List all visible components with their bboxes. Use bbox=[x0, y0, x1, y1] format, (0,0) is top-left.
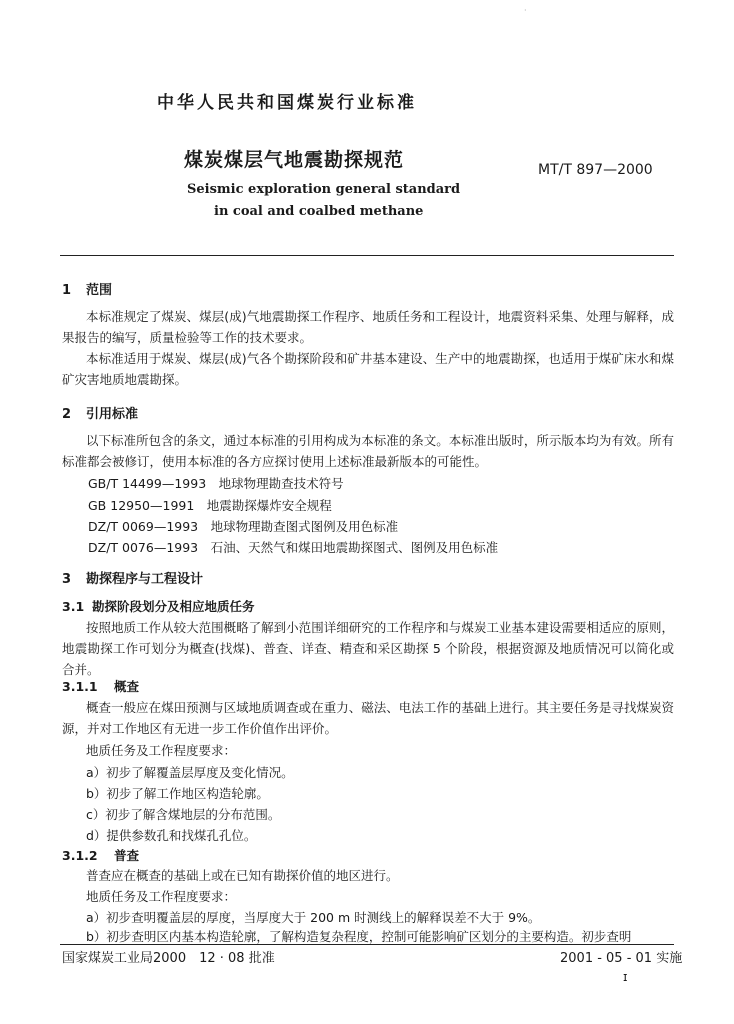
speck-mark: · bbox=[524, 6, 527, 15]
section-1-heading bbox=[62, 279, 112, 298]
standard-number: MT/T 897—2000 bbox=[538, 162, 653, 178]
section-title: 范围 bbox=[86, 283, 113, 298]
section-2-paragraph: 以下标准所包含的条文，通过本标准的引用构成为本标准的条文。本标准出版时，所示版本均为有效。所有标准都会被修订，使用本标准的各方应探讨使用上述标准最新版本的可能性。 bbox=[62, 433, 674, 469]
reference-item: DZ/T 0069—1993 地球物理勘查图式图例及用色标准 bbox=[88, 519, 399, 534]
reference-item: DZ/T 0076—1993 石油、天然气和煤田地震勘探图式、图例及用色标准 bbox=[88, 540, 499, 555]
subsection-number: 3.1.2 bbox=[62, 848, 98, 863]
speck-mark: ɪ bbox=[623, 970, 628, 984]
list-item: b）初步查明区内基本构造轮廓，了解构造复杂程度，控制可能影响矿区划分的主要构造。初步查明 bbox=[86, 929, 632, 944]
header-divider bbox=[60, 255, 674, 256]
list-item: a）初步了解覆盖层厚度及变化情况。 bbox=[86, 765, 294, 780]
subsection-title: 概查 bbox=[114, 679, 140, 694]
subsection-3-1-2-heading bbox=[62, 846, 139, 864]
section-1-paragraph-2: 本标准适用于煤炭、煤层(成)气各个勘探阶段和矿井基本建设、生产中的地震勘探，也适用于煤矿床水和煤矿灾害地质地震勘探。 bbox=[62, 351, 674, 387]
standard-title-en-line1: Seismic exploration general standard bbox=[187, 182, 461, 197]
subsection-3-1-1-heading bbox=[62, 677, 139, 695]
footer-divider bbox=[60, 944, 674, 945]
approval-date: 国家煤炭工业局2000 12 · 08 批准 bbox=[62, 951, 275, 966]
section-3-heading bbox=[62, 568, 203, 587]
section-2-heading bbox=[62, 403, 138, 422]
subsection-3-1-paragraph: 按照地质工作从较大范围概略了解到小范围详细研究的工作程序和与煤炭工业基本建设需要相适应的原则，地震勘探工作可划分为概查(找煤)、普查、详查、精查和采区勘探 5 个阶段，根据资源及地质情况可以简化或合并。 bbox=[62, 620, 674, 677]
issuing-authority: 中华人民共和国煤炭行业标准 bbox=[157, 93, 417, 113]
requirement-label: 地质任务及工作程度要求： bbox=[86, 743, 237, 758]
subsection-number: 3.1 bbox=[62, 599, 85, 614]
section-1-paragraph-1: 本标准规定了煤炭、煤层(成)气地震勘探工作程序、地质任务和工程设计，地震资料采集、处理与解释，成果报告的编写，质量检验等工作的技术要求。 bbox=[62, 309, 674, 345]
list-item: d）提供参数孔和找煤孔孔位。 bbox=[86, 828, 257, 843]
implementation-date: 2001 - 05 - 01 实施 bbox=[560, 951, 683, 966]
subsection-3-1-heading bbox=[62, 597, 255, 615]
list-item: b）初步了解工作地区构造轮廓。 bbox=[86, 786, 269, 801]
subsection-number: 3.1.1 bbox=[62, 679, 98, 694]
subsection-3-1-1-paragraph: 概查一般应在煤田预测与区域地质调查或在重力、磁法、电法工作的基础上进行。其主要任务是寻找煤炭资源，并对工作地区有无进一步工作价值作出评价。 bbox=[62, 700, 674, 736]
subsection-3-1-2-paragraph: 普查应在概查的基础上或在已知有勘探价值的地区进行。 bbox=[86, 868, 399, 883]
requirement-label: 地质任务及工作程度要求： bbox=[86, 889, 237, 904]
section-title: 引用标准 bbox=[86, 407, 139, 422]
section-number: 3 bbox=[62, 572, 72, 587]
standard-title-en-line2: in coal and coalbed methane bbox=[214, 204, 424, 219]
section-title: 勘探程序与工程设计 bbox=[86, 572, 204, 587]
section-number: 1 bbox=[62, 283, 72, 298]
list-item: c）初步了解含煤地层的分布范围。 bbox=[86, 807, 281, 822]
section-number: 2 bbox=[62, 407, 72, 422]
standard-title-cn: 煤炭煤层气地震勘探规范 bbox=[184, 149, 405, 171]
reference-item: GB 12950—1991 地震勘探爆炸安全规程 bbox=[88, 498, 332, 513]
list-item: a）初步查明覆盖层的厚度，当厚度大于 200 m 时测线上的解释误差不大于 9%。 bbox=[86, 910, 541, 925]
subsection-title: 普查 bbox=[114, 848, 140, 863]
subsection-title: 勘探阶段划分及相应地质任务 bbox=[92, 599, 255, 614]
reference-item: GB/T 14499—1993 地球物理勘查技术符号 bbox=[88, 476, 344, 491]
